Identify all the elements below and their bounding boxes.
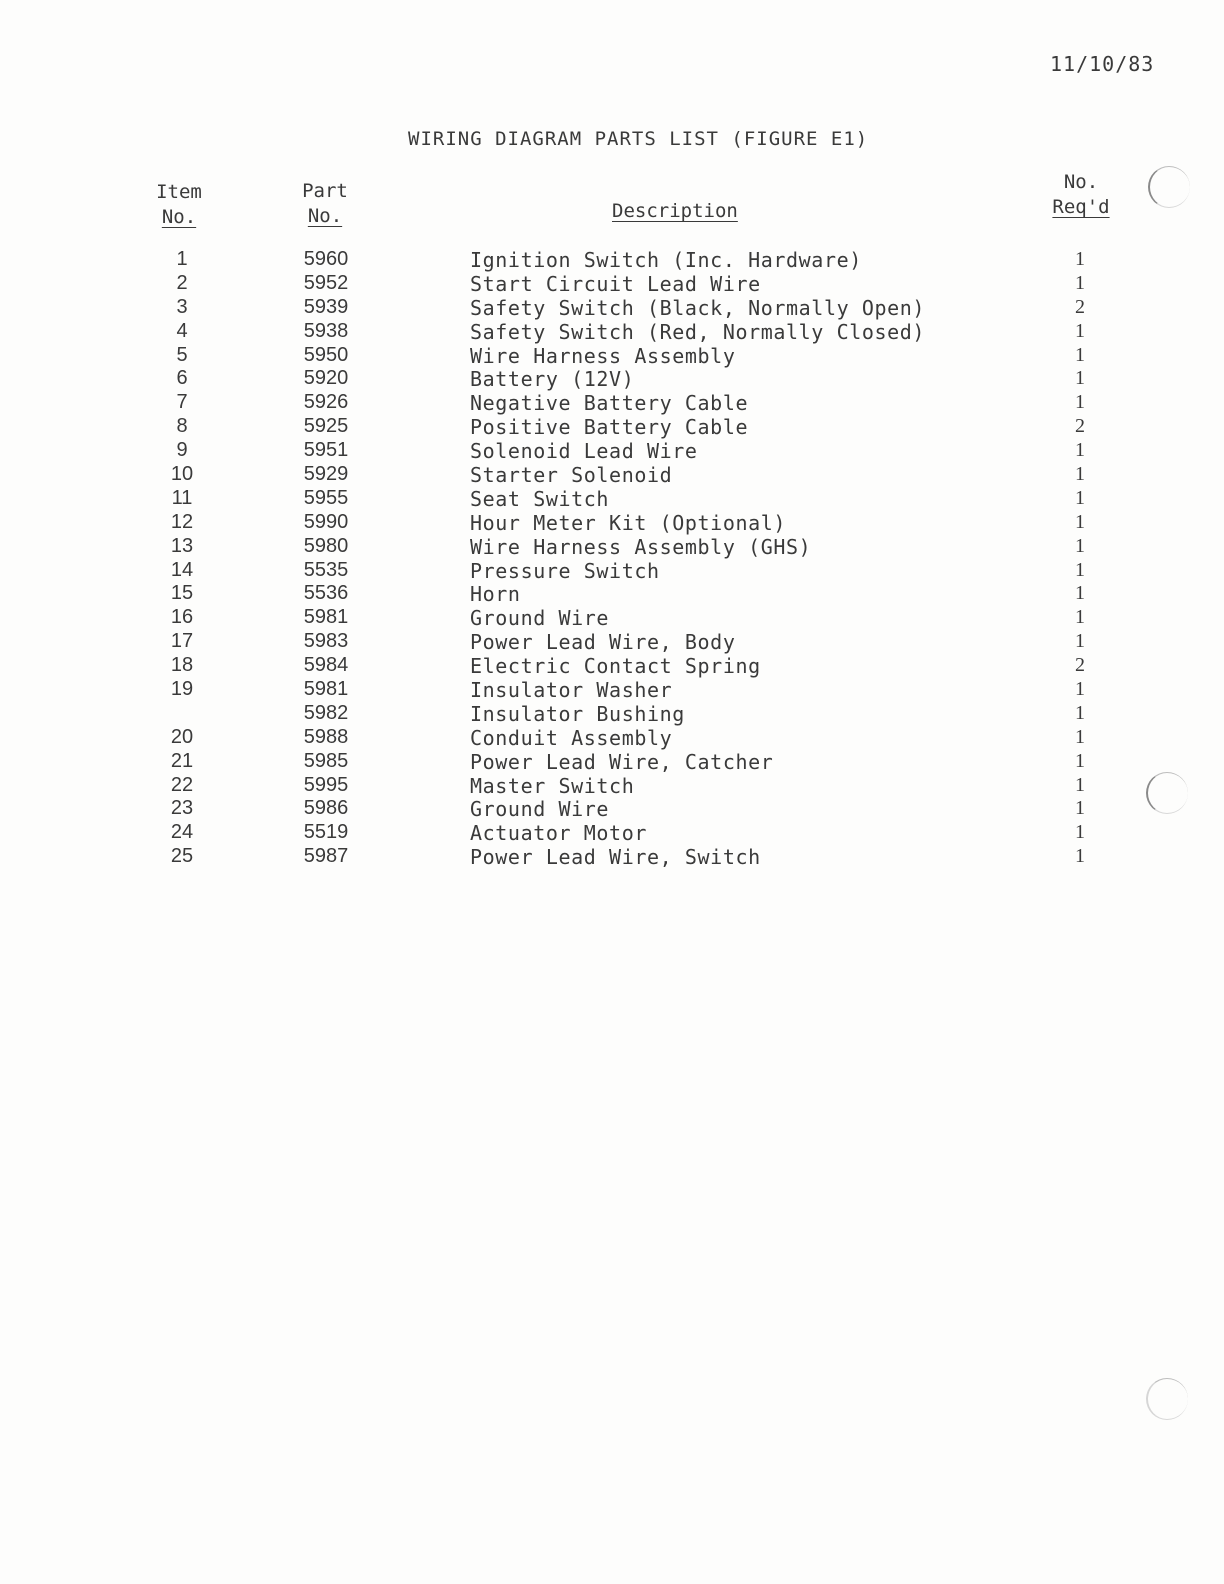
item-number-cell: 11 [171, 486, 193, 509]
description-cell: Ground Wire [470, 606, 610, 631]
part-number-cell: 5987 [303, 845, 349, 868]
table-row [0, 535, 1224, 559]
part-number-cell: 5920 [303, 367, 349, 390]
quantity-required-cell: 1 [1075, 797, 1085, 820]
part-number-cell: 5990 [303, 510, 349, 533]
item-number-cell: 22 [170, 773, 194, 796]
table-row [0, 248, 1224, 272]
column-header-part-line1: Part [302, 180, 348, 202]
description-cell: Insulator Bushing [470, 701, 685, 726]
part-number-cell: 5984 [303, 654, 349, 677]
quantity-required-cell: 1 [1075, 845, 1085, 868]
item-number-cell: 9 [176, 439, 188, 462]
quantity-required-cell: 1 [1075, 558, 1085, 581]
quantity-required-cell: 1 [1075, 606, 1085, 629]
item-number-cell: 17 [170, 630, 194, 653]
table-row [0, 845, 1224, 869]
table-row [0, 750, 1224, 774]
column-header-description: Description [612, 200, 738, 222]
item-number-cell: 25 [170, 845, 194, 868]
part-number-cell: 5535 [303, 558, 349, 581]
part-number-cell: 5938 [303, 319, 349, 342]
table-row [0, 344, 1224, 368]
table-row [0, 559, 1224, 583]
table-row [0, 726, 1224, 750]
table-row [0, 439, 1224, 463]
table-row [0, 487, 1224, 511]
item-number-cell: 15 [170, 582, 194, 605]
quantity-required-cell: 1 [1075, 486, 1085, 509]
description-cell: Actuator Motor [470, 821, 647, 846]
document-date: 11/10/83 [1050, 52, 1155, 76]
quantity-required-cell: 2 [1075, 654, 1085, 677]
table-row [0, 367, 1224, 391]
description-cell: Ignition Switch (Inc. Hardware) [470, 248, 862, 272]
item-number-cell: 2 [176, 271, 188, 294]
column-header-no-reqd [1046, 170, 1116, 220]
description-cell: Power Lead Wire, Catcher [470, 749, 774, 774]
item-number-cell: 3 [176, 295, 188, 318]
table-row [0, 463, 1224, 487]
description-cell: Battery (12V) [470, 367, 635, 392]
part-number-cell: 5950 [303, 343, 349, 366]
part-number-cell: 5981 [303, 678, 349, 701]
description-cell: Pressure Switch [470, 558, 660, 583]
item-number-cell: 8 [176, 415, 188, 438]
description-cell: Power Lead Wire, Switch [470, 845, 761, 870]
quantity-required-cell: 1 [1075, 725, 1085, 748]
description-cell: Wire Harness Assembly [470, 343, 736, 368]
quantity-required-cell: 2 [1075, 415, 1085, 438]
part-number-cell: 5926 [303, 391, 349, 414]
table-row [0, 296, 1224, 320]
quantity-required-cell: 1 [1075, 534, 1085, 557]
part-number-cell: 5985 [303, 749, 349, 772]
quantity-required-cell: 2 [1075, 295, 1085, 318]
binder-hole-middle [1146, 772, 1188, 814]
column-header-qty-line2: Req'd [1052, 196, 1110, 218]
quantity-required-cell: 1 [1075, 367, 1085, 390]
column-header-qty-line1: No. [1063, 171, 1099, 193]
description-cell: Safety Switch (Red, Normally Closed) [470, 319, 926, 344]
description-cell: Master Switch [470, 773, 635, 798]
quantity-required-cell: 1 [1075, 510, 1085, 533]
part-number-cell: 5960 [303, 248, 349, 270]
part-number-cell: 5955 [303, 486, 349, 509]
table-row [0, 391, 1224, 415]
description-cell: Power Lead Wire, Body [470, 630, 736, 655]
part-number-cell: 5988 [303, 725, 349, 748]
item-number-cell: 5 [176, 343, 188, 366]
part-number-cell: 5519 [303, 821, 349, 844]
description-cell: Safety Switch (Black, Normally Open) [470, 295, 926, 320]
item-number-cell: 16 [170, 606, 194, 629]
quantity-required-cell: 1 [1075, 773, 1085, 796]
item-number-cell: 18 [170, 654, 194, 677]
quantity-required-cell: 1 [1075, 248, 1085, 270]
table-row [0, 821, 1224, 845]
quantity-required-cell: 1 [1075, 630, 1085, 653]
table-row [0, 702, 1224, 726]
quantity-required-cell: 1 [1075, 701, 1085, 724]
table-row [0, 582, 1224, 606]
table-row [0, 654, 1224, 678]
table-row [0, 774, 1224, 798]
quantity-required-cell: 1 [1075, 749, 1085, 772]
binder-hole-top [1148, 166, 1190, 208]
item-number-cell: 14 [170, 558, 194, 581]
description-cell: Wire Harness Assembly (GHS) [470, 534, 812, 559]
description-cell: Start Circuit Lead Wire [470, 271, 761, 296]
item-number-cell: 7 [176, 391, 188, 414]
table-row [0, 797, 1224, 821]
description-cell: Electric Contact Spring [470, 654, 761, 679]
part-number-cell: 5939 [303, 295, 349, 318]
description-cell: Insulator Washer [470, 678, 673, 703]
description-cell: Positive Battery Cable [470, 415, 749, 440]
item-number-cell: 23 [170, 797, 194, 820]
description-cell: Conduit Assembly [470, 725, 673, 750]
part-number-cell: 5995 [303, 773, 349, 796]
description-cell: Seat Switch [470, 486, 610, 511]
part-number-cell: 5986 [303, 797, 349, 820]
quantity-required-cell: 1 [1075, 391, 1085, 414]
quantity-required-cell: 1 [1075, 678, 1085, 701]
quantity-required-cell: 1 [1075, 821, 1085, 844]
binder-hole-bottom [1146, 1378, 1188, 1420]
table-row [0, 415, 1224, 439]
column-header-part-no [294, 179, 356, 229]
item-number-cell: 6 [176, 367, 188, 390]
table-row [0, 678, 1224, 702]
column-header-item-line2: No. [161, 206, 197, 228]
item-number-cell: 21 [170, 749, 194, 772]
item-number-cell: 1 [176, 248, 188, 270]
part-number-cell: 5980 [303, 534, 349, 557]
quantity-required-cell: 1 [1075, 343, 1085, 366]
quantity-required-cell: 1 [1075, 463, 1085, 486]
quantity-required-cell: 1 [1075, 271, 1085, 294]
quantity-required-cell: 1 [1075, 439, 1085, 462]
description-cell: Starter Solenoid [470, 463, 673, 488]
item-number-cell: 10 [170, 463, 194, 486]
description-cell: Ground Wire [470, 797, 610, 822]
part-number-cell: 5925 [303, 415, 349, 438]
part-number-cell: 5951 [303, 439, 349, 462]
description-cell: Horn [470, 582, 521, 607]
page-title: WIRING DIAGRAM PARTS LIST (FIGURE E1) [408, 128, 869, 150]
table-row [0, 320, 1224, 344]
item-number-cell: 4 [176, 319, 188, 342]
item-number-cell: 20 [170, 725, 194, 748]
part-number-cell: 5981 [303, 606, 349, 629]
table-row [0, 272, 1224, 296]
item-number-cell: 24 [170, 821, 194, 844]
column-header-item-line1: Item [156, 181, 202, 203]
item-number-cell: 12 [170, 510, 194, 533]
description-cell: Negative Battery Cable [470, 391, 749, 416]
description-cell: Solenoid Lead Wire [470, 439, 698, 464]
item-number-cell: 13 [170, 534, 194, 557]
table-row [0, 630, 1224, 654]
quantity-required-cell: 1 [1075, 582, 1085, 605]
column-header-part-line2: No. [307, 205, 343, 227]
table-row [0, 606, 1224, 630]
part-number-cell: 5982 [303, 701, 349, 724]
part-number-cell: 5929 [303, 463, 349, 486]
item-number-cell: 19 [170, 678, 194, 701]
column-header-item-no [150, 180, 208, 230]
quantity-required-cell: 1 [1075, 319, 1085, 342]
part-number-cell: 5983 [303, 630, 349, 653]
description-cell: Hour Meter Kit (Optional) [470, 510, 787, 535]
part-number-cell: 5952 [303, 271, 349, 294]
parts-list [0, 248, 1224, 869]
part-number-cell: 5536 [303, 582, 349, 605]
table-row [0, 511, 1224, 535]
